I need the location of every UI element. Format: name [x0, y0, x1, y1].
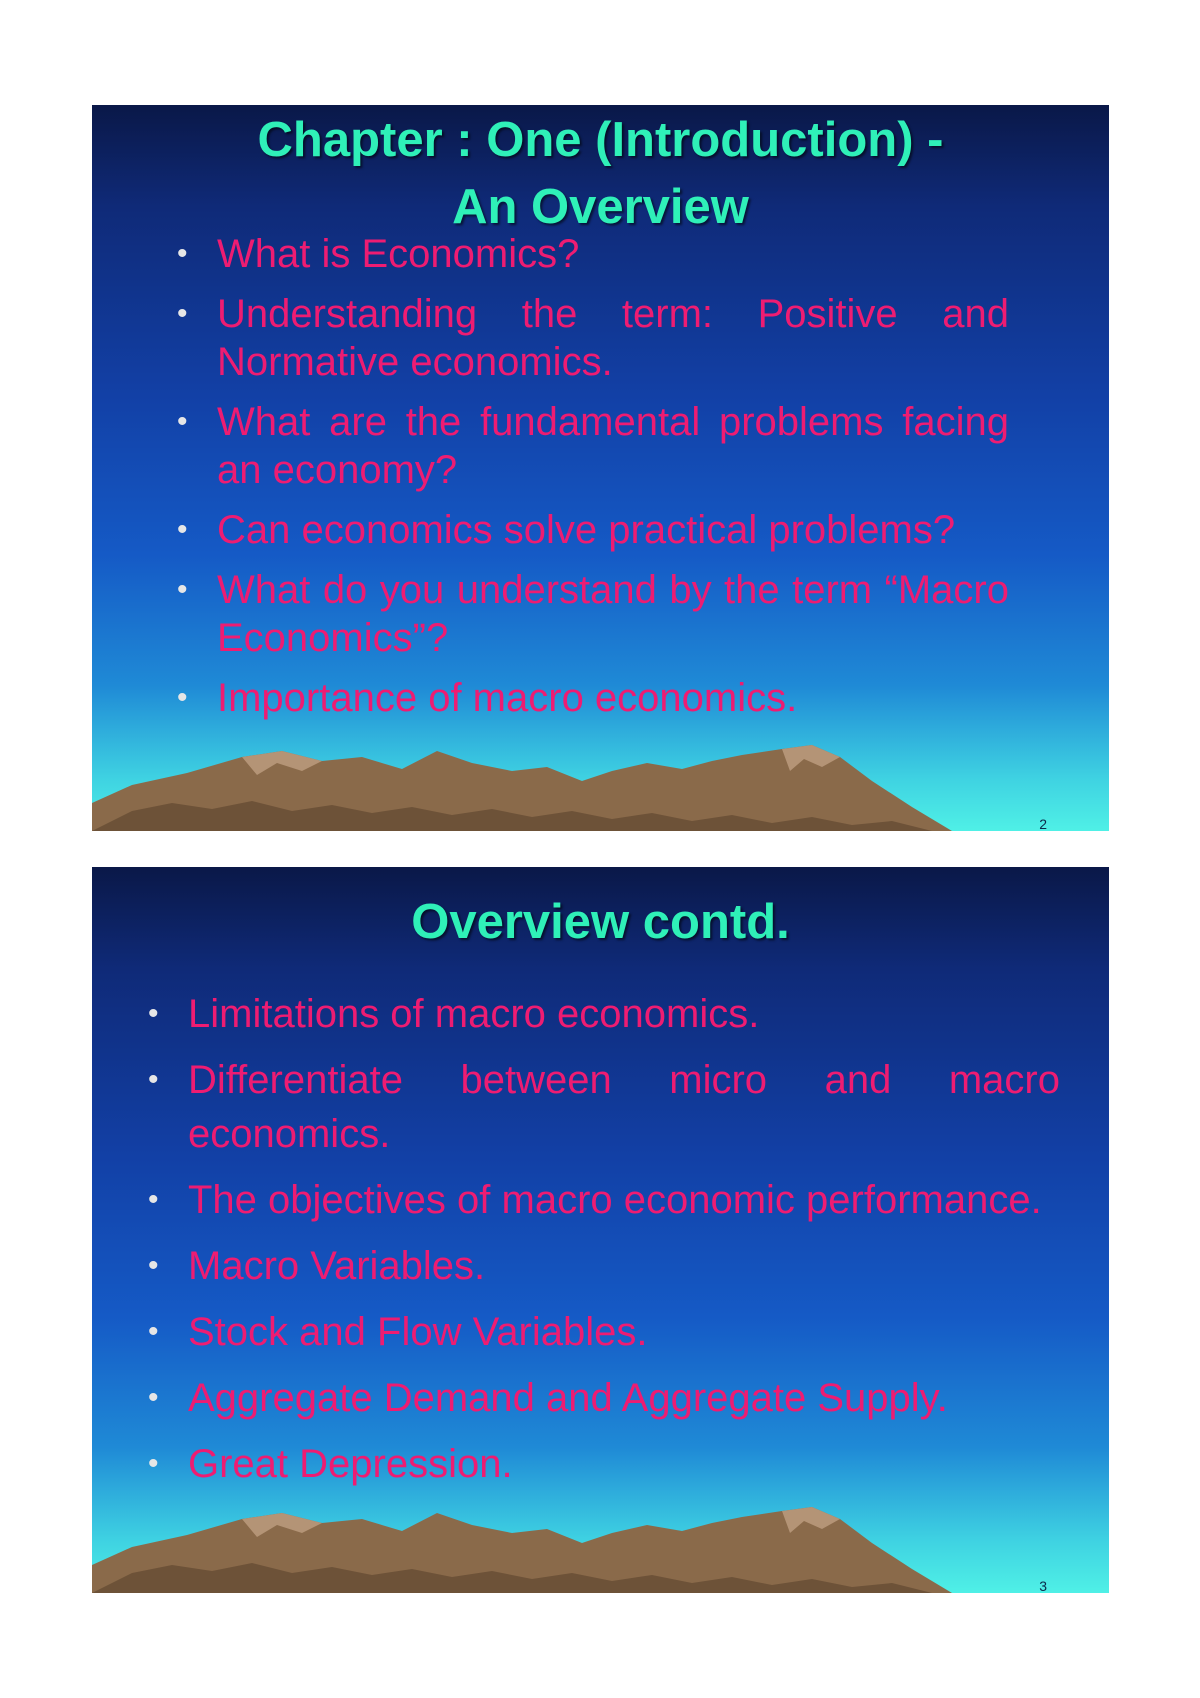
bullet-item — [148, 1371, 1060, 1425]
slide-1-number: 2 — [1039, 816, 1047, 831]
bullet-text: What is Economics? — [217, 232, 580, 276]
bullet-text: Understanding the term: Positive and Normative economics. — [217, 292, 1009, 384]
slide-1-title-line-1: Chapter : One (Introduction) - — [257, 113, 944, 167]
bullet-item — [148, 987, 1060, 1041]
slide-2-title-text: Overview contd. — [411, 895, 790, 949]
bullet-text: Limitations of macro economics. — [188, 992, 760, 1036]
bullet-dot-icon: • — [177, 237, 188, 270]
bullet-text: What are the fundamental problems facing an economy? — [217, 400, 1009, 492]
bullet-dot-icon: • — [177, 513, 188, 546]
slide-1-bullet-list — [177, 230, 1009, 734]
bullet-text: Differentiate between micro and macro economics. — [188, 1058, 1060, 1156]
bullet-item — [177, 230, 1009, 278]
bullet-item — [177, 566, 1009, 662]
bullet-dot-icon: • — [148, 1183, 159, 1216]
bullet-item — [177, 398, 1009, 494]
slide-2 — [92, 867, 1109, 1593]
bullet-dot-icon: • — [148, 1315, 159, 1348]
bullet-dot-icon: • — [177, 681, 188, 714]
bullet-dot-icon: • — [148, 1063, 159, 1096]
slide-1-title — [92, 107, 1109, 241]
bullet-dot-icon: • — [177, 297, 188, 330]
bullet-item — [148, 1053, 1060, 1161]
bullet-item — [148, 1173, 1060, 1227]
mountain-landscape-icon — [92, 1473, 1109, 1593]
slide-2-number: 3 — [1039, 1578, 1047, 1593]
bullet-item — [177, 506, 1009, 554]
mountain-landscape-icon — [92, 711, 1109, 831]
bullet-text: Importance of macro economics. — [217, 676, 798, 720]
bullet-item — [177, 290, 1009, 386]
bullet-text: Stock and Flow Variables. — [188, 1310, 648, 1354]
bullet-dot-icon: • — [177, 405, 188, 438]
bullet-text: The objectives of macro economic performance. — [188, 1178, 1042, 1222]
bullet-dot-icon: • — [148, 997, 159, 1030]
bullet-text: Can economics solve practical problems? — [217, 508, 956, 552]
bullet-text: Great Depression. — [188, 1442, 513, 1486]
slide-1 — [92, 105, 1109, 831]
bullet-item — [148, 1305, 1060, 1359]
slide-2-title — [92, 889, 1109, 956]
bullet-text: What do you understand by the term “Macro Economics”? — [217, 568, 1009, 660]
bullet-dot-icon: • — [148, 1249, 159, 1282]
bullet-text: Macro Variables. — [188, 1244, 486, 1288]
slide-2-bullet-list — [148, 987, 1060, 1503]
bullet-item — [148, 1239, 1060, 1293]
slide-1-title-line-2: An Overview — [452, 180, 749, 234]
bullet-dot-icon: • — [148, 1381, 159, 1414]
bullet-dot-icon: • — [148, 1447, 159, 1480]
bullet-dot-icon: • — [177, 573, 188, 606]
bullet-text: Aggregate Demand and Aggregate Supply. — [188, 1376, 948, 1420]
